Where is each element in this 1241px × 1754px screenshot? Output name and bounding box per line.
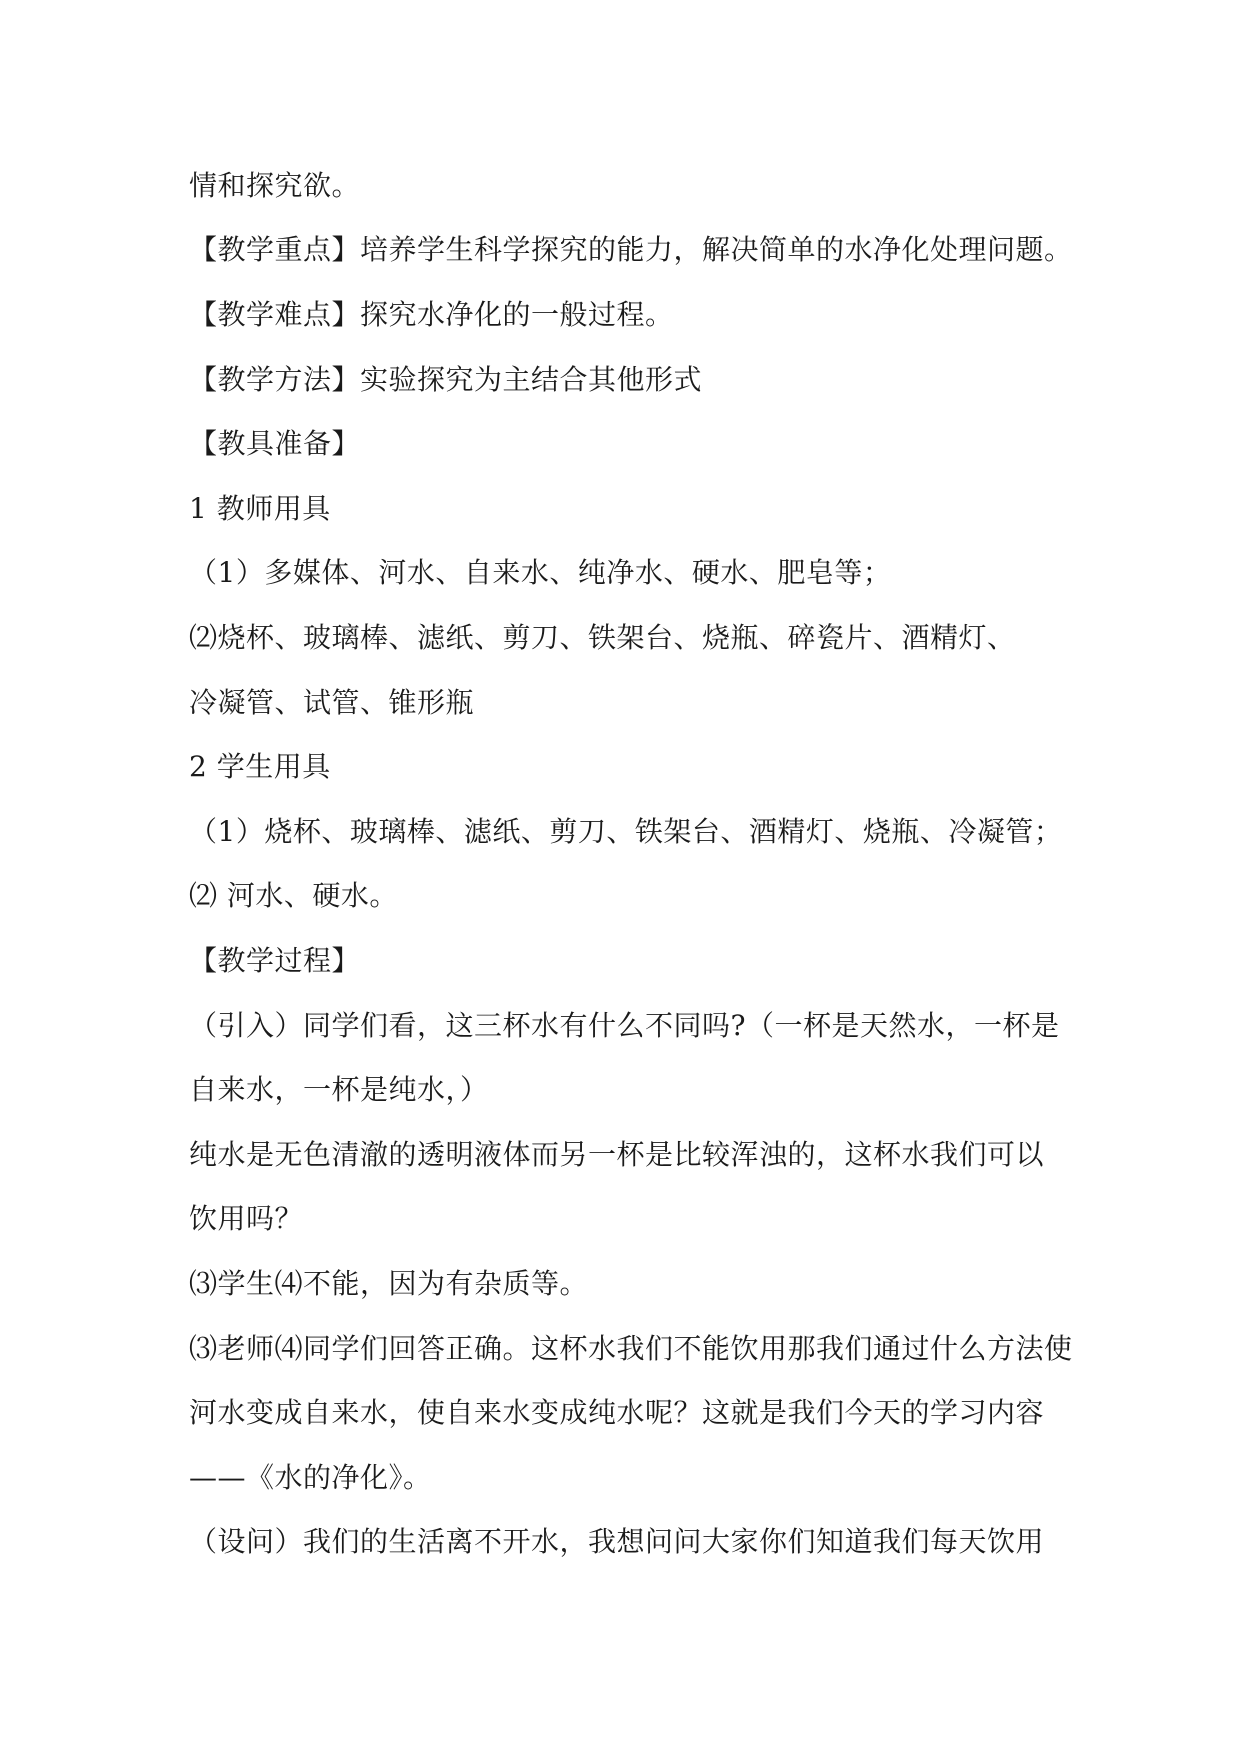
text-line: ⑵ 河水、硬水。 (189, 879, 398, 912)
text-line: （1）烧杯、玻璃棒、滤纸、剪刀、铁架台、酒精灯、烧瓶、冷凝管； (189, 815, 1063, 848)
text-line: ⑶学生⑷不能，因为有杂质等。 (189, 1267, 589, 1300)
text-line: 饮用吗？ (189, 1202, 304, 1235)
text-line-teaching-method: 【教学方法】实验探究为主结合其他形式 (189, 363, 703, 396)
text-line-teaching-focus: 【教学重点】培养学生科学探究的能力，解决简单的水净化处理问题。 (189, 233, 1073, 266)
text-line-teaching-difficulty: 【教学难点】探究水净化的一般过程。 (189, 298, 674, 331)
text-line: 纯水是无色清澈的透明液体而另一杯是比较浑浊的，这杯水我们可以 (189, 1138, 1045, 1171)
text-line: 自来水，一杯是纯水，） (189, 1073, 489, 1106)
text-line-student-tools: 2 学生用具 (189, 750, 331, 783)
text-line-teacher-tools: 1 教师用具 (189, 492, 331, 525)
text-line: （引入）同学们看，这三杯水有什么不同吗?（一杯是天然水，一杯是 (189, 1009, 1060, 1042)
text-line: 河水变成自来水，使自来水变成纯水呢？这就是我们今天的学习内容 (189, 1396, 1045, 1429)
text-line: ⑶老师⑷同学们回答正确。这杯水我们不能饮用那我们通过什么方法使 (189, 1332, 1073, 1365)
text-line: 冷凝管、试管、锥形瓶 (189, 686, 475, 719)
text-line: （1）多媒体、河水、自来水、纯净水、硬水、肥皂等； (189, 556, 892, 589)
text-line: 情和探究欲。 (189, 169, 361, 202)
text-line: （设问）我们的生活离不开水，我想问问大家你们知道我们每天饮用 (189, 1525, 1045, 1558)
section-heading-teaching-aids: 【教具准备】 (189, 427, 361, 460)
text-line: ——《水的净化》。 (189, 1461, 432, 1494)
text-line: ⑵烧杯、玻璃棒、滤纸、剪刀、铁架台、烧瓶、碎瓷片、酒精灯、 (189, 621, 1016, 654)
section-heading-teaching-process: 【教学过程】 (189, 944, 361, 977)
